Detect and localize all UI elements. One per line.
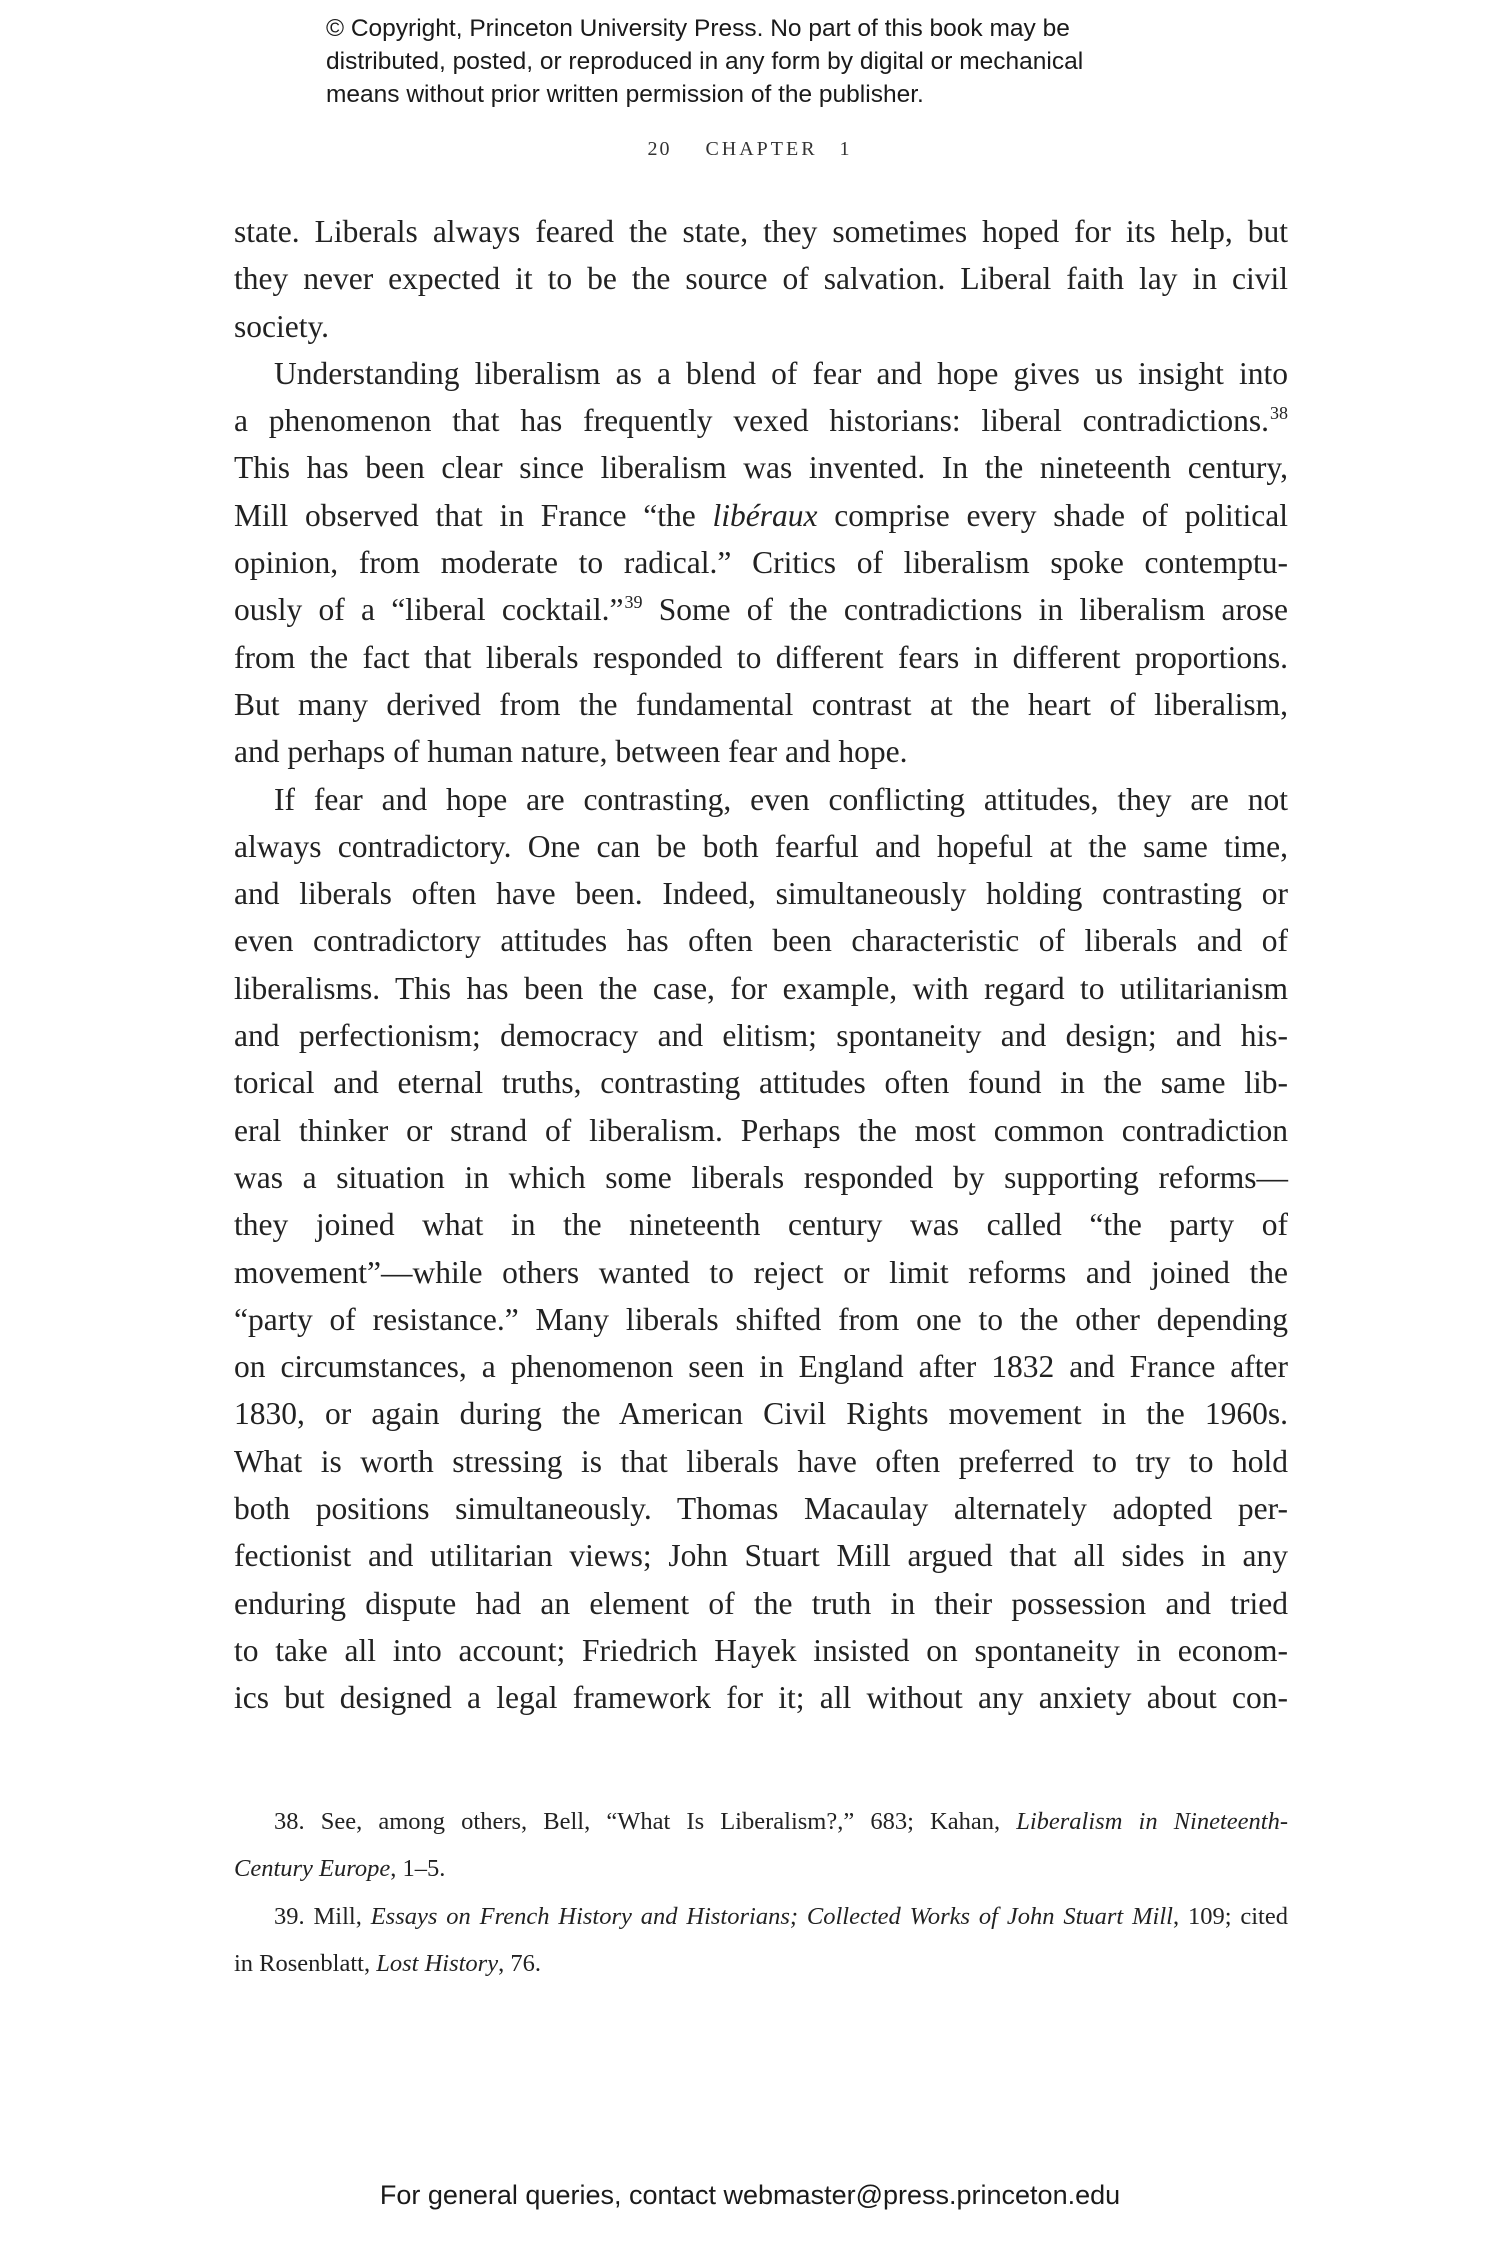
- text-line: society.: [234, 308, 330, 344]
- copyright-line: means without prior written permission of the publisher.: [326, 81, 924, 108]
- text-segment: Mill observed that in France “the: [234, 497, 713, 533]
- text-line: always contradictory. One can be both fearful and hopeful at the same time,: [234, 828, 1288, 864]
- footnote-text: , 1–5.: [390, 1855, 446, 1883]
- text-line: ics but designed a legal framework for it; all without any anxiety about con-: [234, 1680, 1288, 1716]
- footnote-39: [234, 1897, 1288, 1944]
- text-line: [234, 776, 1288, 823]
- text-line: state. Liberals always feared the state, they sometimes hoped for its help, but: [234, 214, 1288, 249]
- footnotes: [234, 1802, 1288, 1991]
- text-line: This has been clear since liberalism was invented. In the nineteenth century,: [234, 450, 1288, 486]
- text-line: movement”—while others wanted to reject or limit reforms and joined the: [234, 1254, 1288, 1290]
- text-line: “party of resistance.” Many liberals shifted from one to the other depending: [234, 1301, 1288, 1337]
- footnote-38-cont: [234, 1849, 1288, 1896]
- page-number: 20: [647, 138, 672, 160]
- footnote-title: Lost History: [376, 1949, 499, 1977]
- footnote-ref[interactable]: 38: [1270, 403, 1288, 424]
- text-line: [234, 350, 1288, 397]
- text-line: and liberals often have been. Indeed, simultaneously holding contrasting or: [234, 876, 1288, 912]
- text-line: But many derived from the fundamental contrast at the heart of liberalism,: [234, 686, 1288, 722]
- text-segment: If fear and hope are contrasting, even conflicting attitudes, they are not: [274, 781, 1288, 817]
- text-segment: comprise every shade of political: [817, 497, 1288, 533]
- copyright-notice: [326, 12, 1226, 111]
- text-segment: Understanding liberalism as a blend of fear and hope gives us insight into: [274, 355, 1288, 391]
- chapter-label: CHAPTER 1: [705, 138, 853, 160]
- text-line: 1830, or again during the American Civil Rights movement in the 1960s.: [234, 1396, 1288, 1432]
- main-text: [234, 208, 1288, 1722]
- footnote-title: Century Europe: [234, 1855, 391, 1883]
- copyright-line: distributed, posted, or reproduced in any form by digital or mechanical: [326, 48, 1084, 75]
- text-segment: a phenomenon that has frequently vexed historians: liberal contradictions.: [234, 403, 1269, 439]
- text-line: [234, 397, 1288, 444]
- text-line: even contradictory attitudes has often been characteristic of liberals and of: [234, 923, 1288, 959]
- text-line: eral thinker or strand of liberalism. Perhaps the most common contradiction: [234, 1112, 1288, 1148]
- text-line: liberalisms. This has been the case, for example, with regard to utilitarianism: [234, 970, 1288, 1006]
- footnote-title: Liberalism in Nineteenth-: [1016, 1808, 1288, 1835]
- text-segment: Some of the contradictions in liberalism arose: [642, 592, 1288, 628]
- footnote-text: 38. See, among others, Bell, “What Is Liberalism?,” 683; Kahan,: [274, 1808, 1017, 1835]
- italic-term: libéraux: [712, 497, 818, 533]
- text-line: and perhaps of human nature, between fear and hope.: [234, 734, 908, 770]
- footnote-text: 39. Mill,: [274, 1902, 371, 1930]
- text-line: on circumstances, a phenomenon seen in England after 1832 and France after: [234, 1349, 1288, 1385]
- text-segment: ously of a “liberal cocktail.”: [234, 592, 624, 628]
- text-line: from the fact that liberals responded to different fears in different proportions.: [234, 639, 1288, 675]
- footnote-text: , 76.: [498, 1949, 541, 1977]
- footnote-text: , 109; cited: [1172, 1902, 1288, 1930]
- text-line: [234, 586, 1288, 633]
- text-line: and perfectionism; democracy and elitism; spontaneity and design; and his-: [234, 1018, 1288, 1054]
- text-line: fectionist and utilitarian views; John Stuart Mill argued that all sides in any: [234, 1538, 1288, 1574]
- text-line: enduring dispute had an element of the truth in their possession and tried: [234, 1585, 1288, 1621]
- text-line: opinion, from moderate to radical.” Critics of liberalism spoke contemptu-: [234, 545, 1288, 581]
- footnote-38: [234, 1802, 1288, 1849]
- footnote-title: Essays on French History and Historians; Collected Works of John Stuart Mill: [370, 1902, 1173, 1930]
- text-line: to take all into account; Friedrich Hayek insisted on spontaneity in econom-: [234, 1632, 1288, 1668]
- footnote-39-cont: [234, 1944, 1288, 1991]
- text-line: they joined what in the nineteenth century was called “the party of: [234, 1207, 1288, 1243]
- footnote-ref[interactable]: 39: [624, 592, 643, 613]
- text-line: What is worth stressing is that liberals have often preferred to try to hold: [234, 1443, 1288, 1479]
- text-line: was a situation in which some liberals responded by supporting reforms—: [234, 1159, 1288, 1195]
- text-line: they never expected it to be the source of salvation. Liberal faith lay in civil: [234, 261, 1288, 297]
- copyright-line: © Copyright, Princeton University Press. No part of this book may be: [326, 15, 1070, 42]
- running-head: [0, 138, 1500, 161]
- footnote-text: in Rosenblatt,: [234, 1949, 377, 1977]
- text-line: torical and eternal truths, contrasting attitudes often found in the same lib-: [234, 1065, 1288, 1101]
- text-line: both positions simultaneously. Thomas Macaulay alternately adopted per-: [234, 1491, 1288, 1527]
- contact-footer: For general queries, contact webmaster@press.princeton.edu: [379, 2180, 1121, 2210]
- text-line: [234, 492, 1288, 539]
